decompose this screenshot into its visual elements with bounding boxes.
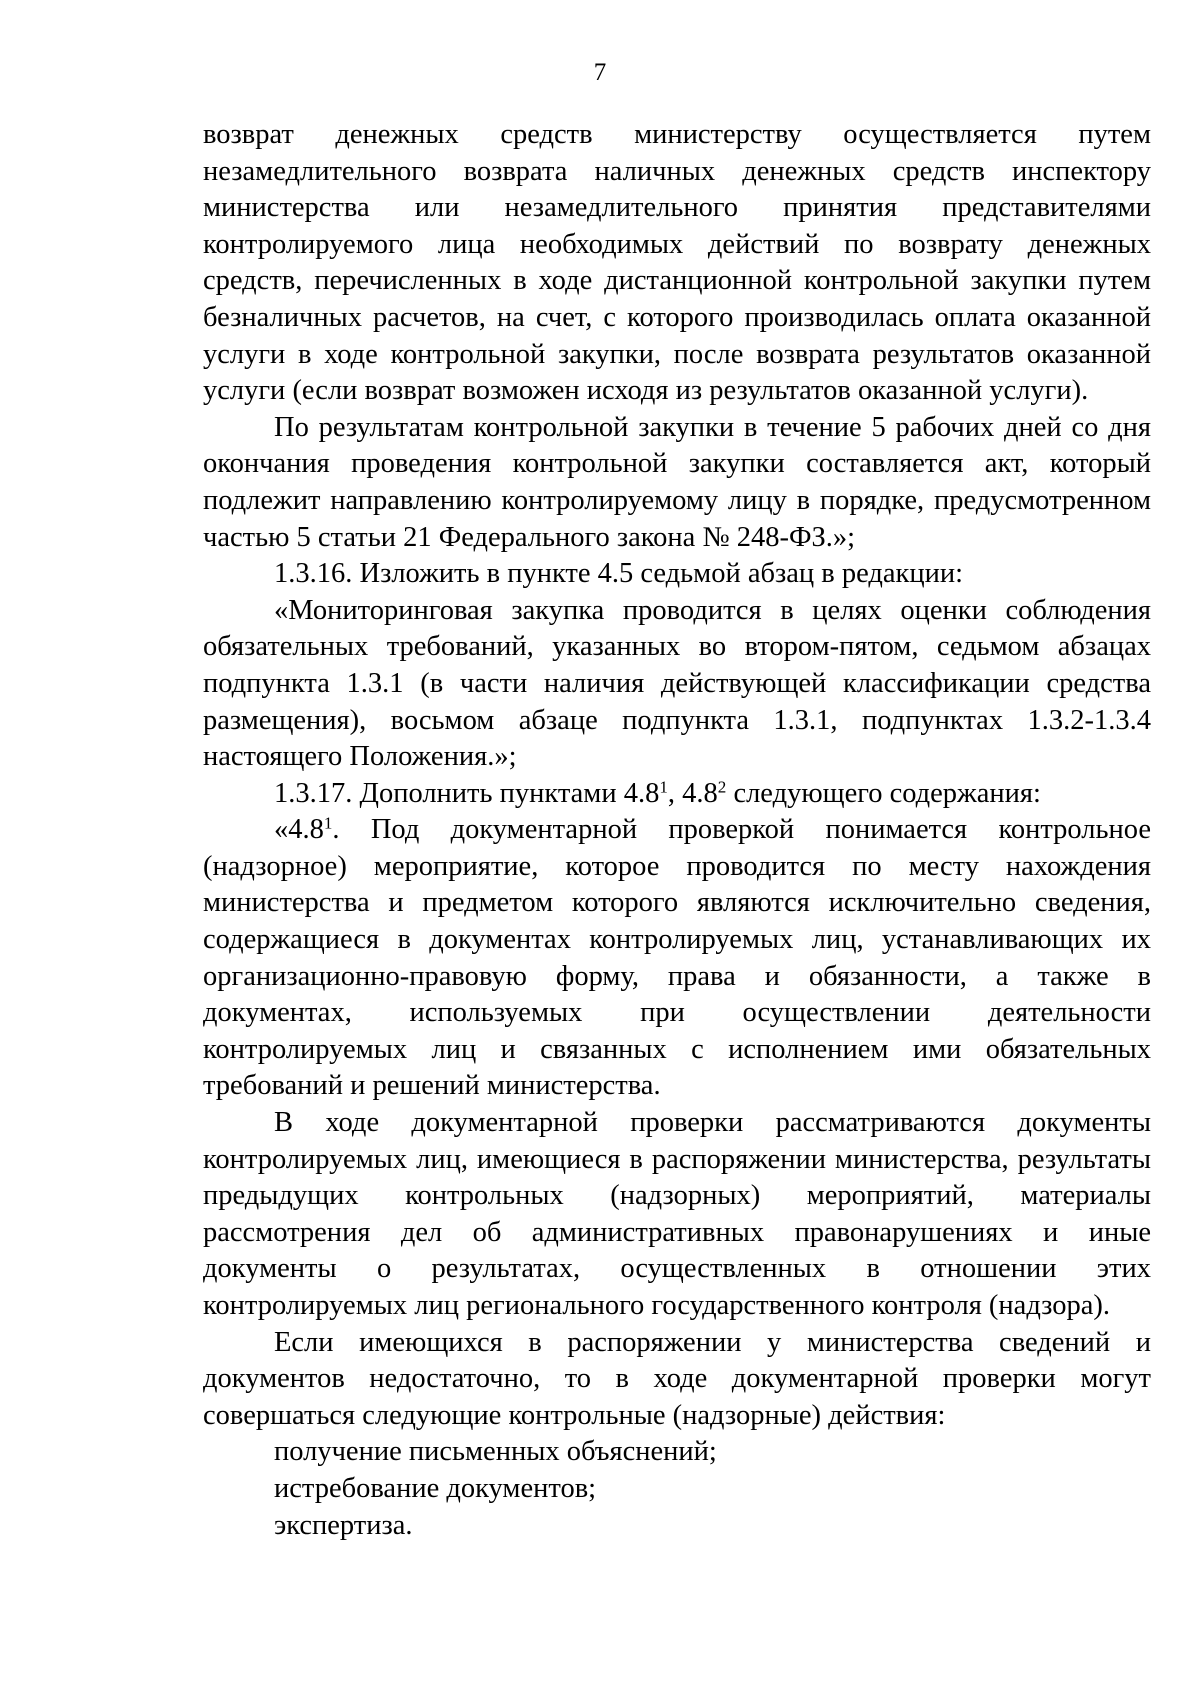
list-item-document-request: истребование документов;	[274, 1472, 597, 1504]
clause-4-8-1-text: . Под документарной проверкой понимается контрольное (надзорное) мероприятие, которое проводится по месту нахождения министерства и предметом которого являются исключительно сведения, содержащиеся в документах контролируемых лиц, устанавливающих их организационно-правовую форму, права и обязанности, а также в документах, используемых при осуществлении деятельности контролируемых лиц и связанных с исполнением ими обязательных требований и решений министерства.	[203, 814, 1151, 1102]
paragraph-purchase-act: По результатам контрольной закупки в течение 5 рабочих дней со дня окончания проведения контрольной закупки составляется акт, который подлежит направлению контролируемому лицу в порядке, предусмотренном частью 5 статьи 21 Федерального закона № 248-ФЗ.»;	[203, 411, 1151, 553]
clause-4-8-1-prefix: «4.8	[274, 814, 324, 846]
item-1-3-17-prefix: 1.3.17. Дополнить пунктами 4.8	[274, 777, 660, 809]
paragraph-insufficient-documents: Если имеющихся в распоряжении у министерства сведений и документов недостаточно, то в ходе документарной проверки могут совершаться следующие контрольные (надзорные) действия:	[203, 1326, 1151, 1431]
document-body	[203, 117, 1151, 1544]
superscript: 1	[323, 813, 333, 833]
superscript: 1	[659, 777, 668, 797]
paragraph-documentary-inspection-scope: В ходе документарной проверки рассматриваются документы контролируемых лиц, имеющиеся в распоряжении министерства, результаты предыдущих контрольных (надзорных) мероприятий, материалы рассмотрения дел об административных правонарушениях и иные документы о результатах, осуществленных в отношении этих контролируемых лиц регионального государственного контроля (надзора).	[203, 1107, 1151, 1321]
list-item-expertise: экспертиза.	[274, 1509, 413, 1541]
paragraph-refund-procedure: возврат денежных средств министерству осуществляется путем незамедлительного возврата наличных денежных средств инспектору министерства или незамедлительного принятия представителями контролируемого лица необходимых действий по возврату денежных средств, перечисленных в ходе дистанционной контрольной закупки путем безналичных расчетов, на счет, с которого производилась оплата оказанной услуги в ходе контрольной закупки, после возврата результатов оказанной услуги (если возврат возможен исходя из результатов оказанной услуги).	[203, 119, 1151, 407]
superscript: 2	[717, 777, 727, 797]
paragraph-monitoring-purchase: «Мониторинговая закупка проводится в целях оценки соблюдения обязательных требований, указанных во втором-пятом, седьмом абзацах подпункта 1.3.1 (в части наличия действующей классификации средства размещения), восьмом абзаце подпункта 1.3.1, подпунктах 1.3.2-1.3.4 настоящего Положения.»;	[203, 594, 1151, 773]
paragraph-item-1-3-17	[203, 776, 1151, 813]
list-item-written-explanations: получение письменных объяснений;	[274, 1436, 717, 1468]
paragraph-item-1-3-16: 1.3.16. Изложить в пункте 4.5 седьмой абзац в редакции:	[274, 558, 964, 590]
item-1-3-17-middle: , 4.8	[667, 777, 718, 809]
page-number: 7	[593, 59, 607, 86]
paragraph-documentary-inspection-definition	[203, 812, 1151, 1105]
item-1-3-17-suffix: следующего содержания:	[726, 777, 1041, 809]
